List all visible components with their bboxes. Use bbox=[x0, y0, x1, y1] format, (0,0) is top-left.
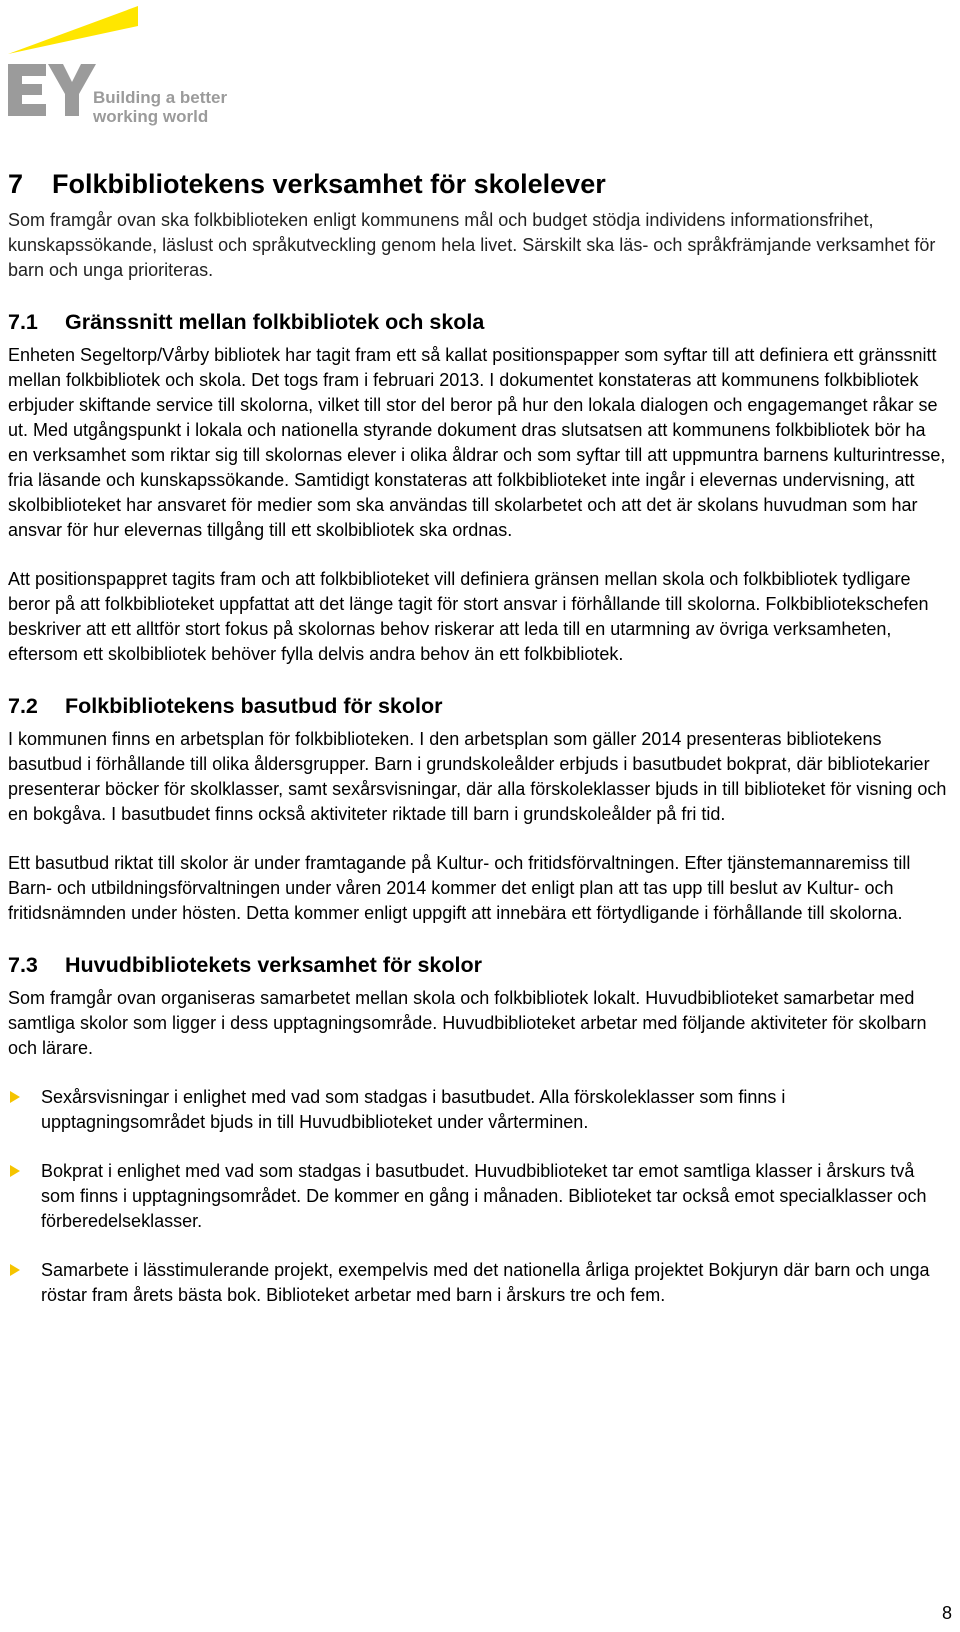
list-item bbox=[8, 1085, 950, 1135]
section-7-1-title: Gränssnitt mellan folkbibliotek och skola bbox=[65, 310, 485, 334]
section-7-title: Folkbibliotekens verksamhet för skolelever bbox=[52, 169, 606, 199]
section-7-1-paragraph: Enheten Segeltorp/Vårby bibliotek har tagit fram ett så kallat positionspapper som syftar till att definiera ett gränssnitt mellan folkbibliotek och skola. Det togs fram i februari 2013. I dokumentet konstateras att kommunens folkbibliotek erbjuder skiftande service till skolorna, vilket till stor del beror på hur den lokala dialogen och engagemanget råkar se ut. Med utgångspunkt i lokala och nationella styrande dokument dras slutsatsen att kommunens folkbibliotek bör ha en verksamhet som riktar sig till skolornas elever i olika åldrar och som syftar till att uppmuntra barnens kulturintresse, fria läsande och kunskapssökande. Samtidigt konstateras att folkbiblioteket inte ingår i elevernas undervisning, att skolbiblioteket har ansvaret för medier som ska användas till skolarbetet och att det är skolans huvudman som har ansvar för hur elevernas tillgång till ett skolbibliotek ska ordnas. bbox=[8, 345, 946, 540]
page-number: 8 bbox=[941, 1603, 952, 1623]
section-7-number: 7 bbox=[8, 169, 24, 199]
list-item-text: Sexårsvisningar i enlighet med vad som stadgas i basutbudet. Alla förskoleklasser som finns i upptagningsområdet bjuds in till Huvudbiblioteket under vårterminen. bbox=[41, 1087, 786, 1132]
activity-list bbox=[8, 1085, 950, 1308]
list-item bbox=[8, 1258, 950, 1308]
section-7-1-heading bbox=[8, 307, 950, 337]
ey-tagline bbox=[93, 88, 227, 126]
section-7-1-paragraph: Att positionspappret tagits fram och att folkbiblioteket vill definiera gränsen mellan skola och folkbibliotek tydligare beror på att folkbiblioteket uppfattat att det länge tagit för stort ansvar i förhållande till skolorna. Folkbibliotekschefen beskriver att ett alltför stort fokus på skolornas behov riskerar att leda till en utarmning av övriga verksamheten, eftersom ett skolbibliotek behöver fylla delvis andra behov än ett folkbibliotek. bbox=[8, 569, 929, 664]
triangle-bullet-icon bbox=[10, 1264, 20, 1276]
section-7-intro: Som framgår ovan ska folkbiblioteken enligt kommunens mål och budget stödja individens informationsfrihet, kunskapssökande, läslust och språkutveckling genom hela livet. Särskilt ska läs- och språkfrämjande verksamhet för barn och unga prioriteras. bbox=[8, 210, 936, 280]
section-7-3-title: Huvudbibliotekets verksamhet för skolor bbox=[65, 953, 482, 977]
list-item bbox=[8, 1159, 950, 1234]
section-7-2-heading bbox=[8, 691, 950, 721]
list-item-text: Samarbete i lässtimulerande projekt, exempelvis med det nationella årliga projektet Bokjuryn där barn och unga röstar fram årets bästa bok. Biblioteket arbetar med barn i årskurs tre och fem. bbox=[41, 1260, 930, 1305]
ey-logo-letter-e bbox=[8, 64, 46, 116]
ey-tagline-line1: Building a better bbox=[93, 88, 228, 107]
section-7-2-paragraph: I kommunen finns en arbetsplan för folkbiblioteken. I den arbetsplan som gäller 2014 presenteras bibliotekens basutbud i förhållande till olika åldersgrupper. Barn i grundskoleålder erbjuds i basutbudet bokprat, där bibliotekarier presenterar böcker för skolklasser, samt sexårsvisningar, där alla förskoleklasser bjuds in till biblioteket för visning och en bokgåva. I basutbudet finns också aktiviteter riktade till barn i grundskoleålder på fri tid. bbox=[8, 729, 947, 824]
document-body bbox=[8, 166, 950, 1332]
section-7-2-title: Folkbibliotekens basutbud för skolor bbox=[65, 694, 443, 718]
ey-tagline-line2: working world bbox=[93, 107, 209, 126]
ey-logo-letter-y bbox=[48, 64, 96, 116]
section-7-3-intro: Som framgår ovan organiseras samarbetet mellan skola och folkbibliotek lokalt. Huvudbiblioteket samarbetar med samtliga skolor som ligger i dess upptagningsområde. Huvudbiblioteket arbetar med följande aktiviteter för skolbarn och lärare. bbox=[8, 988, 927, 1058]
triangle-bullet-icon bbox=[10, 1091, 20, 1103]
triangle-bullet-icon bbox=[10, 1165, 20, 1177]
section-7-2-number: 7.2 bbox=[8, 694, 38, 718]
list-item-text: Bokprat i enlighet med vad som stadgas i basutbudet. Huvudbiblioteket tar emot samtliga klasser i årskurs två som finns i upptagningsområdet. De kommer en gång i månaden. Biblioteket tar också emot specialklasser och förberedelseklasser. bbox=[41, 1161, 927, 1231]
section-7-2-paragraph: Ett basutbud riktat till skolor är under framtagande på Kultur- och fritidsförvaltningen. Efter tjänstemannaremiss till Barn- och utbildningsförvaltningen under våren 2014 kommer det enligt plan att tas upp till beslut av Kultur- och fritidsnämnden under hösten. Detta kommer enligt uppgift att innebära ett förtydligande i förhållande till skolorna. bbox=[8, 853, 911, 923]
section-7-3-number: 7.3 bbox=[8, 953, 38, 977]
section-7-1-number: 7.1 bbox=[8, 310, 38, 334]
section-7-heading bbox=[8, 166, 950, 202]
section-7-3-heading bbox=[8, 950, 950, 980]
ey-logo-beam bbox=[8, 6, 138, 54]
ey-logo bbox=[8, 4, 228, 124]
